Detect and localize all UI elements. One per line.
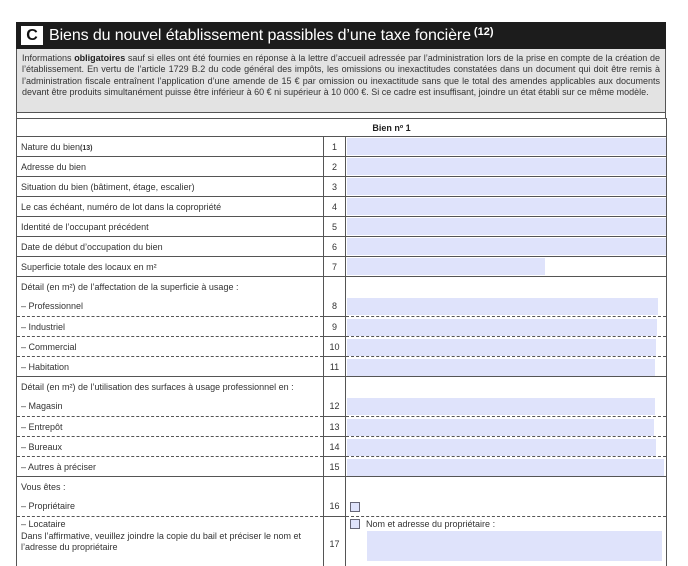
row-number: 8 — [324, 297, 346, 317]
footnote-ref: (13) — [80, 144, 93, 152]
row-label: Le cas échéant, numéro de lot dans la copropriété — [17, 197, 324, 217]
section-title-footnote: (12) — [473, 25, 494, 38]
row-label: – Industriel — [17, 317, 324, 337]
field-cell — [346, 497, 667, 517]
commercial-input[interactable] — [347, 339, 656, 356]
field-cell — [346, 517, 667, 566]
row-label: – Bureaux — [17, 437, 324, 457]
empty-num-cell — [324, 277, 346, 297]
row-label: – Magasin — [17, 397, 324, 417]
row-label — [17, 137, 324, 157]
label-text: Nature du bien — [21, 141, 81, 152]
table-row-lot — [17, 197, 667, 217]
row-number: 5 — [324, 217, 346, 237]
field-cell — [346, 237, 667, 257]
date-debut-occupation-input[interactable] — [347, 238, 666, 255]
field-cell — [346, 337, 667, 357]
table-row-professionnel — [17, 297, 667, 317]
row-label: Identité de l’occupant précédent — [17, 217, 324, 237]
field-cell — [346, 457, 667, 477]
row-number: 3 — [324, 177, 346, 197]
row-number: 9 — [324, 317, 346, 337]
row-label: – Autres à préciser — [17, 457, 324, 477]
proprietaire-checkbox[interactable] — [350, 502, 360, 512]
row-label: – Entrepôt — [17, 417, 324, 437]
empty-num-cell — [324, 477, 346, 497]
table-row-commercial — [17, 337, 667, 357]
table-row-bureaux — [17, 437, 667, 457]
field-cell — [346, 137, 667, 157]
table-row-locataire — [17, 517, 667, 566]
info-notice — [16, 49, 666, 113]
field-cell — [346, 157, 667, 177]
section-c-form — [16, 22, 666, 566]
row-number: 4 — [324, 197, 346, 217]
section-title: Biens du nouvel établissement passibles d’une taxe foncière — [49, 26, 471, 44]
nom-adresse-proprietaire-input[interactable] — [367, 531, 662, 561]
field-cell — [346, 417, 667, 437]
affectation-heading: Détail (en m²) de l’affectation de la superficie à usage : — [17, 277, 324, 297]
field-cell — [346, 257, 667, 277]
occupant-precedent-input[interactable] — [347, 218, 666, 235]
table-header-row — [17, 119, 667, 137]
entrepot-input[interactable] — [347, 419, 654, 436]
table-row-date — [17, 237, 667, 257]
magasin-input[interactable] — [347, 398, 655, 415]
row-number: 15 — [324, 457, 346, 477]
row-label: Situation du bien (bâtiment, étage, escalier) — [17, 177, 324, 197]
row-number: 13 — [324, 417, 346, 437]
row-label — [17, 517, 324, 566]
empty-field-cell — [346, 477, 667, 497]
field-cell — [346, 297, 667, 317]
field-cell — [346, 357, 667, 377]
section-letter-badge: C — [21, 26, 43, 45]
table-row-magasin — [17, 397, 667, 417]
row-number: 6 — [324, 237, 346, 257]
row-label: Superficie totale des locaux en m² — [17, 257, 324, 277]
field-cell — [346, 177, 667, 197]
row-label: – Professionnel — [17, 297, 324, 317]
locataire-label: – Locataire — [21, 519, 66, 529]
professionnel-input[interactable] — [347, 298, 658, 315]
adresse-du-bien-input[interactable] — [347, 158, 666, 175]
table-row-situation — [17, 177, 667, 197]
checkbox-label: Nom et adresse du propriétaire : — [366, 519, 496, 529]
row-number: 2 — [324, 157, 346, 177]
row-number: 10 — [324, 337, 346, 357]
superficie-totale-input[interactable] — [347, 258, 545, 275]
table-row-autres — [17, 457, 667, 477]
field-cell — [346, 437, 667, 457]
info-text: sauf si elles ont été fournies en réponse à la lettre d’accueil adressée par l’administration lors de la prise en compte de la création de l’établissement. En vertu de l’article 1729 B.2 du code général des impôts, les omissions ou inexactitudes constatées dans un document qui doit être remis à l’administration fiscale entraînent l’application d’une amende de 15 € par omission ou inexactitude sans que le total des amendes applicables aux documents devant être produits simultanément puisse être inférieur à 60 € ni supérieur à 10 000 €. Si ce cadre est insuffisant, joindre un état établi sur ce même modèle. — [22, 53, 660, 98]
field-cell — [346, 397, 667, 417]
row-number: 12 — [324, 397, 346, 417]
info-prefix: Informations — [22, 53, 75, 63]
row-label: Adresse du bien — [17, 157, 324, 177]
table-row-adresse — [17, 157, 667, 177]
row-number: 16 — [324, 497, 346, 517]
table-row-occupant — [17, 217, 667, 237]
utilisation-heading-row — [17, 377, 667, 397]
situation-du-bien-input[interactable] — [347, 178, 666, 195]
row-label: Date de début d’occupation du bien — [17, 237, 324, 257]
row-label: – Commercial — [17, 337, 324, 357]
status-heading: Vous êtes : — [17, 477, 324, 497]
nature-du-bien-input[interactable] — [347, 138, 666, 155]
numero-de-lot-input[interactable] — [347, 198, 666, 215]
row-number: 17 — [324, 517, 346, 566]
habitation-input[interactable] — [347, 359, 655, 376]
section-title-bar — [16, 22, 666, 49]
column-header-bien-1: Bien nº 1 — [17, 119, 667, 137]
row-number: 14 — [324, 437, 346, 457]
table-row-habitation — [17, 357, 667, 377]
row-label: – Habitation — [17, 357, 324, 377]
row-number: 11 — [324, 357, 346, 377]
row-label: – Propriétaire — [17, 497, 324, 517]
table-row-nature — [17, 137, 667, 157]
industriel-input[interactable] — [347, 319, 657, 336]
empty-num-cell — [324, 377, 346, 397]
field-cell — [346, 217, 667, 237]
empty-field-cell — [346, 377, 667, 397]
field-cell — [346, 197, 667, 217]
row-number: 1 — [324, 137, 346, 157]
table-row-proprietaire — [17, 497, 667, 517]
locataire-checkbox[interactable] — [350, 519, 360, 529]
utilisation-heading: Détail (en m²) de l’utilisation des surfaces à usage professionnel en : — [17, 377, 324, 397]
field-cell — [346, 317, 667, 337]
status-heading-row — [17, 477, 667, 497]
affectation-heading-row — [17, 277, 667, 297]
property-table — [16, 118, 667, 566]
table-row-superficie — [17, 257, 667, 277]
info-bold: obligatoires — [74, 53, 126, 63]
empty-field-cell — [346, 277, 667, 297]
autres-a-preciser-input[interactable] — [347, 459, 664, 476]
bureaux-input[interactable] — [347, 439, 656, 456]
table-row-industriel — [17, 317, 667, 337]
row-number: 7 — [324, 257, 346, 277]
locataire-detail: Dans l’affirmative, veuillez joindre la copie du bail et préciser le nom et l’adresse du propriétaire — [21, 530, 301, 552]
locataire-option — [346, 517, 666, 529]
table-row-entrepot — [17, 417, 667, 437]
